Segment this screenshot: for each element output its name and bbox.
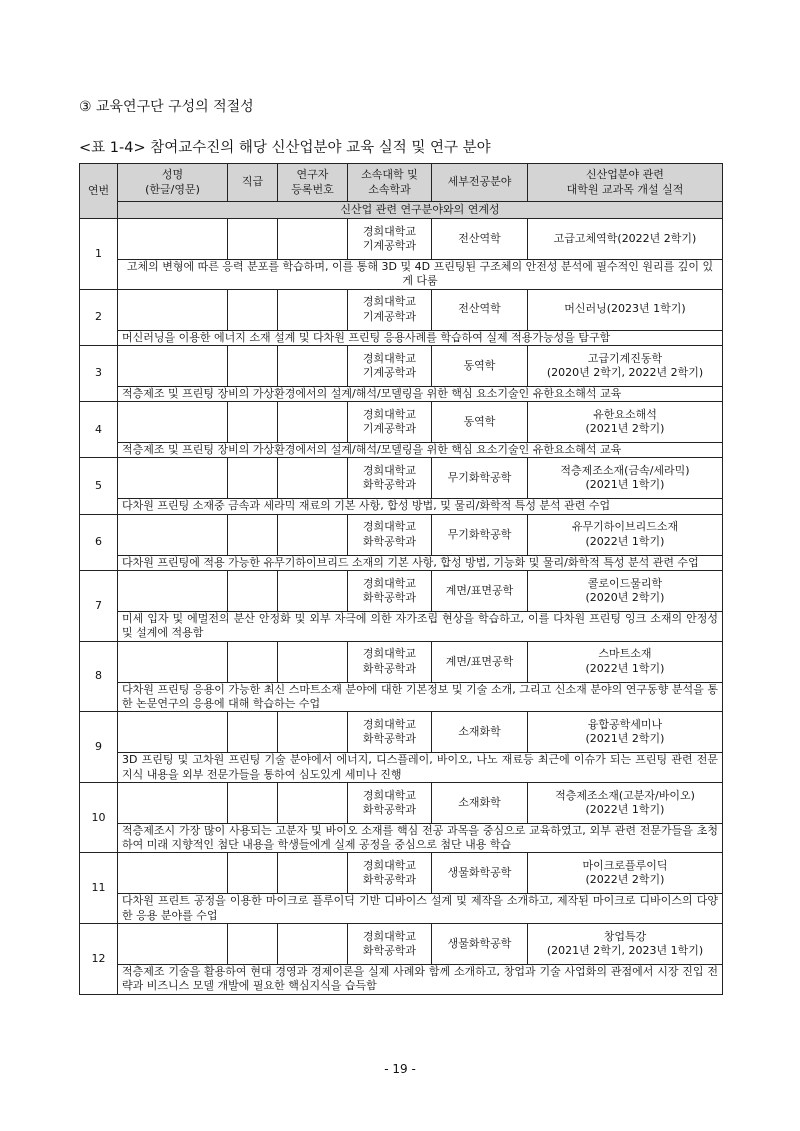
- table-row-description: [80, 682, 723, 712]
- researcher-id-cell: [278, 853, 348, 894]
- rank-cell: [228, 345, 278, 386]
- row-number: 8: [80, 641, 118, 712]
- table-row: [80, 924, 723, 965]
- linkage-description: 다차원 프린트 공정을 이용한 마이크로 플루이딕 기반 디바이스 설계 및 제작을 소개하고, 제작된 마이크로 디바이스의 다양한 응용 분야를 수업: [118, 894, 723, 924]
- table-row-description: [80, 260, 723, 290]
- table-row-description: [80, 443, 723, 458]
- rank-cell: [228, 458, 278, 499]
- detail-field-cell: 소재화학: [432, 712, 528, 753]
- row-number: 11: [80, 853, 118, 924]
- row-number: 10: [80, 782, 118, 853]
- name-cell: [118, 514, 228, 555]
- detail-field-cell: 계면/표면공학: [432, 641, 528, 682]
- linkage-description: 머신러닝을 이용한 에너지 소재 설계 및 다차원 프린팅 응용사례를 학습하여 실제 적용가능성을 탐구함: [118, 330, 723, 345]
- detail-field-cell: 동역학: [432, 402, 528, 443]
- affiliation-cell: 경희대학교 화학공학과: [348, 924, 432, 965]
- researcher-id-cell: [278, 782, 348, 823]
- affiliation-cell: 경희대학교 화학공학과: [348, 853, 432, 894]
- rank-cell: [228, 514, 278, 555]
- table-row-description: [80, 330, 723, 345]
- affiliation-cell: 경희대학교 기계공학과: [348, 402, 432, 443]
- detail-field-cell: 전산역학: [432, 289, 528, 330]
- rank-cell: [228, 712, 278, 753]
- table-row: [80, 458, 723, 499]
- name-cell: [118, 345, 228, 386]
- name-cell: [118, 402, 228, 443]
- linkage-description: 3D 프린팅 및 고차원 프린팅 기술 분야에서 에너지, 디스플레이, 바이오, 나노 재료등 최근에 이슈가 되는 프린팅 관련 전문 지식 내용을 외부 전문가들을 통하여 심도있게 세미나 진행: [118, 753, 723, 783]
- researcher-id-cell: [278, 458, 348, 499]
- detail-field-cell: 동역학: [432, 345, 528, 386]
- name-cell: [118, 571, 228, 612]
- row-number: 9: [80, 712, 118, 783]
- researcher-id-cell: [278, 289, 348, 330]
- row-number: 12: [80, 924, 118, 995]
- table-row: [80, 514, 723, 555]
- detail-field-cell: 생물화학공학: [432, 924, 528, 965]
- rank-cell: [228, 641, 278, 682]
- detail-field-cell: 전산역학: [432, 219, 528, 260]
- table-row-description: [80, 753, 723, 783]
- header-researcher-id: 연구자 등록번호: [278, 164, 348, 202]
- row-number: 2: [80, 289, 118, 345]
- section-heading: ③ 교육연구단 구성의 적절성: [79, 99, 254, 115]
- faculty-table: [79, 163, 723, 995]
- name-cell: [118, 782, 228, 823]
- detail-field-cell: 계면/표면공학: [432, 571, 528, 612]
- table-row: [80, 219, 723, 260]
- linkage-description: 다차원 프린팅 소재중 금속과 세라믹 재료의 기본 사항, 합성 방법, 및 물리/화학적 특성 분석 관련 수업: [118, 499, 723, 514]
- affiliation-cell: 경희대학교 화학공학과: [348, 782, 432, 823]
- subheader-linkage: 신산업 관련 연구분야와의 연계성: [118, 202, 723, 219]
- table-row: [80, 782, 723, 823]
- table-row-description: [80, 823, 723, 853]
- researcher-id-cell: [278, 712, 348, 753]
- affiliation-cell: 경희대학교 기계공학과: [348, 289, 432, 330]
- linkage-description: 고체의 변형에 따른 응력 분포를 학습하며, 이를 통해 3D 및 4D 프린팅된 구조체의 안전성 분석에 필수적인 원리를 깊이 있게 다룸: [118, 260, 723, 290]
- name-cell: [118, 712, 228, 753]
- linkage-description: 다차원 프린팅 응용이 가능한 최신 스마트소재 분야에 대한 기본정보 및 기술 소개, 그리고 신소재 분야의 연구동향 분석을 통한 논문연구의 응용에 대해 학습하는 수업: [118, 682, 723, 712]
- rank-cell: [228, 782, 278, 823]
- table-row: [80, 289, 723, 330]
- header-no: 연번: [80, 164, 118, 219]
- course-cell: 콜로이드물리학 (2020년 2학기): [528, 571, 723, 612]
- table-caption: <표 1-4> 참여교수진의 해당 신산업분야 교육 실적 및 연구 분야: [79, 140, 491, 156]
- detail-field-cell: 생물화학공학: [432, 853, 528, 894]
- linkage-description: 적층제조 및 프린팅 장비의 가상환경에서의 설계/해석/모델링을 위한 핵심 요소기술인 유한요소해석 교육: [118, 386, 723, 401]
- researcher-id-cell: [278, 641, 348, 682]
- course-cell: 마이크로플루이딕 (2022년 2학기): [528, 853, 723, 894]
- linkage-description: 다차원 프린팅에 적용 가능한 유무기하이브리드 소재의 기본 사항, 합성 방법, 기능화 및 물리/화학적 특성 분석 관련 수업: [118, 555, 723, 570]
- course-cell: 고급기계진동학 (2020년 2학기, 2022년 2학기): [528, 345, 723, 386]
- course-cell: 적층제조소재(금속/세라믹) (2021년 1학기): [528, 458, 723, 499]
- table-row: [80, 641, 723, 682]
- table-row: [80, 712, 723, 753]
- header-detail-field: 세부전공분야: [432, 164, 528, 202]
- table-row: [80, 345, 723, 386]
- affiliation-cell: 경희대학교 화학공학과: [348, 641, 432, 682]
- course-cell: 융합공학세미나 (2021년 2학기): [528, 712, 723, 753]
- rank-cell: [228, 571, 278, 612]
- header-name: 성명 (한글/영문): [118, 164, 228, 202]
- name-cell: [118, 853, 228, 894]
- table-row-description: [80, 894, 723, 924]
- rank-cell: [228, 219, 278, 260]
- researcher-id-cell: [278, 345, 348, 386]
- name-cell: [118, 219, 228, 260]
- affiliation-cell: 경희대학교 화학공학과: [348, 514, 432, 555]
- name-cell: [118, 458, 228, 499]
- row-number: 1: [80, 219, 118, 290]
- detail-field-cell: 무기화학공학: [432, 514, 528, 555]
- researcher-id-cell: [278, 571, 348, 612]
- researcher-id-cell: [278, 514, 348, 555]
- row-number: 3: [80, 345, 118, 401]
- affiliation-cell: 경희대학교 화학공학과: [348, 712, 432, 753]
- row-number: 6: [80, 514, 118, 570]
- table-row-description: [80, 555, 723, 570]
- linkage-description: 적층제조시 가장 많이 사용되는 고분자 및 바이오 소재를 핵심 전공 과목을 중심으로 교육하였고, 외부 관련 전문가들을 초청하여 미래 지향적인 첨단 내용을 학생들에게 실제 공정을 중심으로 첨단 내용 학습: [118, 823, 723, 853]
- table-row: [80, 853, 723, 894]
- table-body: [80, 219, 723, 995]
- course-cell: 고급고체역학(2022년 2학기): [528, 219, 723, 260]
- course-cell: 유한요소해석 (2021년 2학기): [528, 402, 723, 443]
- row-number: 7: [80, 571, 118, 642]
- detail-field-cell: 무기화학공학: [432, 458, 528, 499]
- page-number: - 19 -: [384, 1062, 416, 1076]
- table-row: [80, 571, 723, 612]
- linkage-description: 미세 입자 및 에멀전의 분산 안정화 및 외부 자극에 의한 자가조립 현상을 학습하고, 이를 다차원 프린팅 잉크 소재의 안정성 및 설계에 적용함: [118, 612, 723, 642]
- course-cell: 스마트소재 (2022년 1학기): [528, 641, 723, 682]
- course-cell: 유무기하이브리드소재 (2022년 1학기): [528, 514, 723, 555]
- linkage-description: 적층제조 및 프린팅 장비의 가상환경에서의 설계/해석/모델링을 위한 핵심 요소기술인 유한요소해석 교육: [118, 443, 723, 458]
- detail-field-cell: 소재화학: [432, 782, 528, 823]
- table-row-description: [80, 386, 723, 401]
- course-cell: 적층제조소재(고분자/바이오) (2022년 1학기): [528, 782, 723, 823]
- header-affiliation: 소속대학 및 소속학과: [348, 164, 432, 202]
- rank-cell: [228, 402, 278, 443]
- table-row-description: [80, 965, 723, 995]
- researcher-id-cell: [278, 402, 348, 443]
- affiliation-cell: 경희대학교 화학공학과: [348, 458, 432, 499]
- course-cell: 머신러닝(2023년 1학기): [528, 289, 723, 330]
- rank-cell: [228, 853, 278, 894]
- header-rank: 직급: [228, 164, 278, 202]
- researcher-id-cell: [278, 924, 348, 965]
- header-courses: 신산업분야 관련 대학원 교과목 개설 실적: [528, 164, 723, 202]
- name-cell: [118, 924, 228, 965]
- name-cell: [118, 641, 228, 682]
- linkage-description: 적층제조 기술을 활용하여 현대 경영과 경제이론을 실제 사례와 함께 소개하고, 창업과 기술 사업화의 관점에서 시장 진입 전략과 비즈니스 모델 개발에 필요한 핵심지식을 습득함: [118, 965, 723, 995]
- rank-cell: [228, 289, 278, 330]
- researcher-id-cell: [278, 219, 348, 260]
- affiliation-cell: 경희대학교 기계공학과: [348, 219, 432, 260]
- affiliation-cell: 경희대학교 화학공학과: [348, 571, 432, 612]
- name-cell: [118, 289, 228, 330]
- table-row-description: [80, 499, 723, 514]
- rank-cell: [228, 924, 278, 965]
- affiliation-cell: 경희대학교 기계공학과: [348, 345, 432, 386]
- row-number: 5: [80, 458, 118, 514]
- table-row: [80, 402, 723, 443]
- table-row-description: [80, 612, 723, 642]
- course-cell: 창업특강 (2021년 2학기, 2023년 1학기): [528, 924, 723, 965]
- row-number: 4: [80, 402, 118, 458]
